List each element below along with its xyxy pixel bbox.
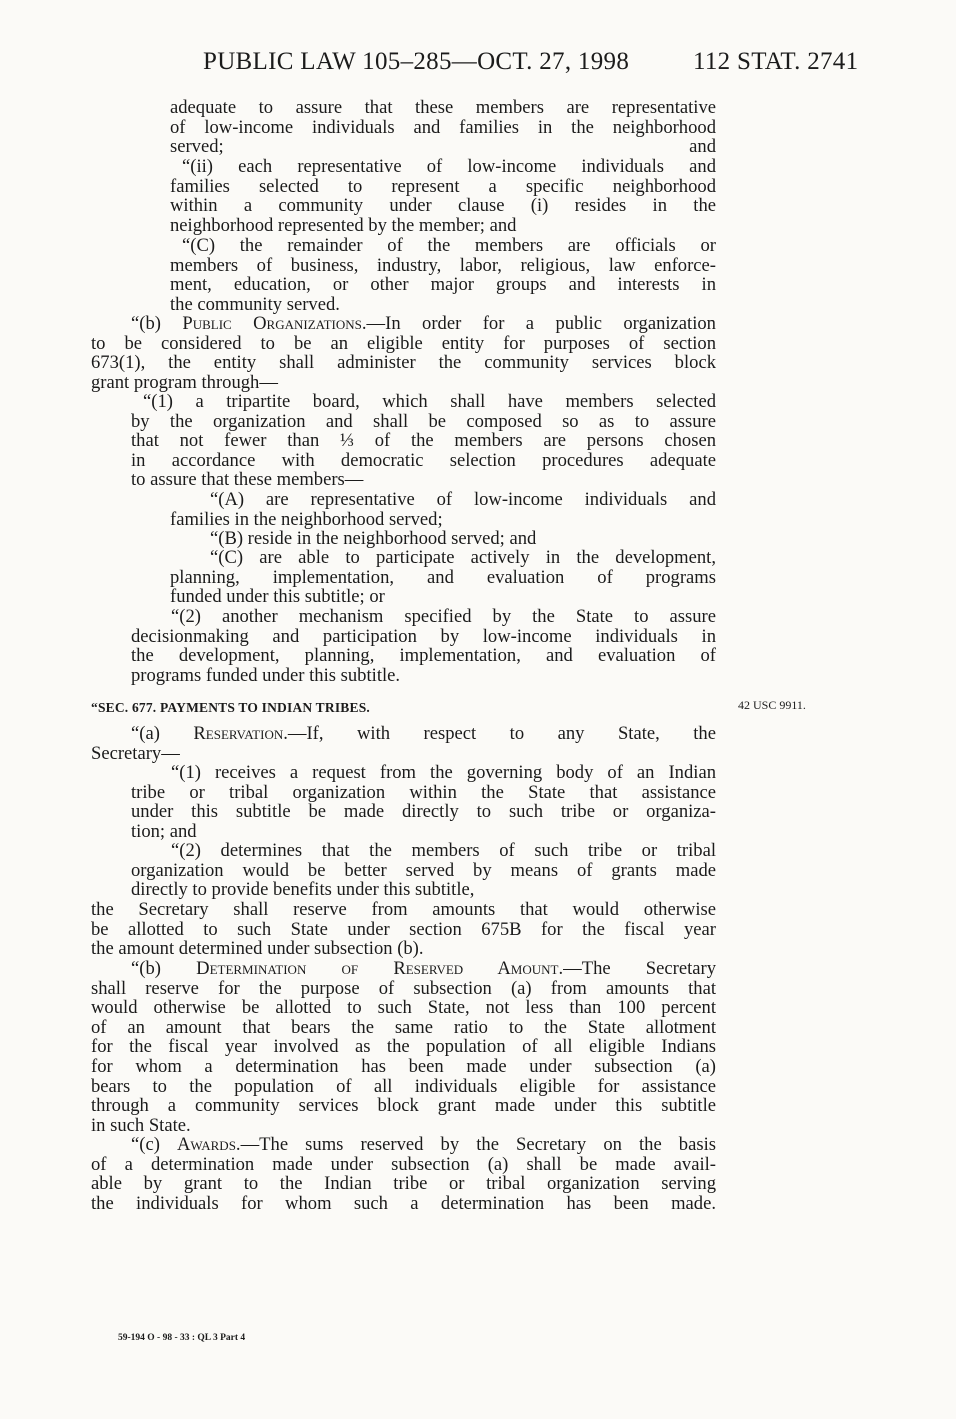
text-line: decisionmaking and participation by low-income individuals in [131,625,716,647]
subsection-c-awards [91,1135,716,1213]
text-line [91,724,716,744]
text-line: tion; and [131,820,197,842]
text-line: neighborhood represented by the member; and [170,214,517,236]
text-line: members of business, industry, labor, religious, law enforce- [170,254,716,276]
subparagraph-a [170,490,716,529]
subsection-a-reservation [91,724,716,763]
text-line: “(1) receives a request from the governing body of an Indian [171,762,716,783]
running-header-title: PUBLIC LAW 105–285—OCT. 27, 1998 [203,48,630,75]
text-line: the individuals for whom such a determination has been made. [91,1192,716,1214]
text-line: “(B) reside in the neighborhood served; and [210,528,537,549]
subsection-heading: Reservation [193,723,284,744]
text-line: of a determination made under subsection (a) shall be made avail- [91,1153,716,1175]
text-line: “(2) another mechanism specified by the State to assure [171,606,716,627]
text-line: to assure that these members— [131,469,364,491]
text-line [91,959,716,979]
text-line: Secretary— [91,742,180,764]
text-line: in accordance with democratic selection procedures adequate [131,449,716,471]
print-job-code: 59-194 O - 98 - 33 : QL 3 Part 4 [118,1333,246,1343]
text-line: funded under this subtitle; or [170,586,385,608]
text-line: the amount determined under subsection (b). [91,938,424,960]
text-line: shall reserve for the purpose of subsection (a) from amounts that [91,977,716,999]
subsection-marker: “(a) [131,723,194,744]
text-line: for whom a determination has been made under subsection (a) [91,1055,716,1077]
text-line: “(A) are representative of low-income individuals and [210,489,716,510]
text-line: directly to provide benefits under this subtitle, [131,879,475,901]
subsection-heading: Awards [176,1134,236,1155]
text-fragment: .—The sums reserved by the Secretary on the basis [235,1134,716,1155]
text-line: that not fewer than ⅓ of the members are persons chosen [131,430,716,452]
text-line: able by grant to the Indian tribe or tribal organization serving [91,1173,716,1195]
paragraph-reserve-amount [91,900,716,959]
text-line: ment, education, or other major groups and interests in [170,274,716,296]
subsection-marker: “(c) [131,1134,177,1155]
subsection-marker: “(b) [131,958,197,979]
text-line: “(2) determines that the members of such tribe or tribal [171,840,716,861]
clause-ii [170,157,716,235]
paragraph-1-receives [131,763,716,841]
text-line: by the organization and shall be composed so as to assure [131,410,716,432]
text-line: under this subtitle be made directly to such tribe or organiza- [131,801,716,823]
text-line: be allotted to such State under section 675B for the fiscal year [91,918,716,940]
text-fragment: .—In order for a public organization [361,313,716,334]
paragraph-1-tripartite-board [131,392,716,490]
running-header-page-ref: 112 STAT. 2741 [693,48,859,75]
text-line: “(C) are able to participate actively in the development, [210,547,716,568]
section-heading: “SEC. 677. PAYMENTS TO INDIAN TRIBES. [91,700,370,715]
text-line: “(1) a tripartite board, which shall have members selected [143,391,716,412]
text-line: families selected to represent a specific neighborhood [170,175,716,197]
text-line: in such State. [91,1114,191,1136]
text-line: of an amount that bears the same ratio to the State allotment [91,1016,716,1038]
text-line: “(C) the remainder of the members are officials or [182,235,716,256]
text-line: the community served. [170,293,340,315]
text-line [91,1135,716,1155]
text-line: would otherwise be allotted to such State, not less than 100 percent [91,997,716,1019]
text-line: 673(1), the entity shall administer the community services block [91,352,716,374]
subsection-heading: Determination of Reserved Amount [196,958,559,979]
text-line: through a community services block grant made under this subtitle [91,1095,716,1117]
text-line: planning, implementation, and evaluation of programs [170,566,716,588]
text-line: grant program through— [91,371,278,393]
paragraph-2-mechanism [131,607,716,685]
paragraph-continuation [170,98,716,157]
text-line: programs funded under this subtitle. [131,664,401,686]
paragraph-2-determines [131,841,716,900]
text-line: served; and [170,136,716,158]
subsection-marker: “(b) [131,313,183,334]
text-line: organization would be better served by means of grants made [131,859,716,881]
text-line: the Secretary shall reserve from amounts that would otherwise [91,899,716,920]
subparagraph-c [170,236,716,314]
text-line: the development, planning, implementation, and evaluation of [131,645,716,667]
text-line: for the fiscal year involved as the population of all eligible Indians [91,1036,716,1058]
text-line: to be considered to be an eligible entity for purposes of section [91,332,716,354]
subsection-b-determination [91,959,716,1135]
text-line [91,314,716,334]
text-line: bears to the population of all individuals eligible for assistance [91,1075,716,1097]
subsection-heading: Public Organizations [182,313,362,334]
text-line: tribe or tribal organization within the State that assistance [131,781,716,803]
margin-citation: 42 USC 9911. [738,698,806,712]
subparagraph-c-participate [170,548,716,607]
text-line: families in the neighborhood served; [170,508,443,530]
text-line: of low-income individuals and families in the neighborhood [170,116,716,138]
text-fragment: .—If, with respect to any State, the [283,723,716,744]
subsection-b-public-organizations [91,314,716,392]
text-line: within a community under clause (i) resides in the [170,195,716,217]
subparagraph-b [170,529,716,549]
text-line: adequate to assure that these members are representative [170,97,716,118]
text-fragment: .—The Secretary [558,958,717,979]
text-line: “(ii) each representative of low-income individuals and [182,156,716,177]
